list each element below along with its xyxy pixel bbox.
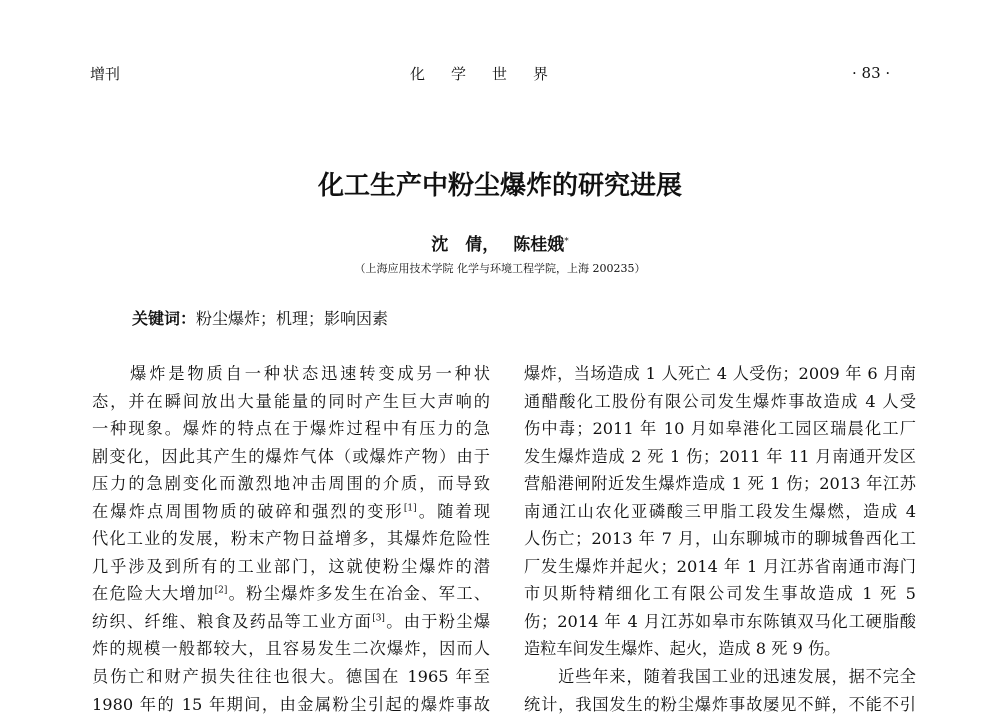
text-line: 几乎涉及到所有的工业部门，这就使粉尘爆炸的潜 (92, 556, 490, 576)
text-line: 统计，我国发生的粉尘爆炸事故屡见不鲜，不能不引 (524, 694, 916, 714)
text-line: 人伤亡；2013 年 7 月，山东聊城市的聊城鲁西化工 (524, 529, 916, 549)
text-line: 通醋酸化工股份有限公司发生爆炸事故造成 4 人受 (524, 391, 916, 411)
citation-ref: [1] (403, 503, 417, 514)
text-segment: 纺织、纤维、粮食及药品等工业方面 (92, 611, 373, 631)
article-title: 化工生产中粉尘爆炸的研究进展 (317, 171, 682, 201)
text-line: 1980 年的 15 年期间，由金属粉尘引起的爆炸事故 (92, 694, 490, 714)
text-line: 伤中毒；2011 年 10 月如皋港化工园区瑞晨化工厂 (524, 419, 916, 439)
affiliation: （上海应用技术学院 化学与环境工程学院，上海 200235） (354, 262, 646, 275)
text-segment: 。随着现 (416, 501, 491, 521)
citation-ref: [2] (214, 585, 228, 596)
running-header-left: 增刊 (90, 65, 121, 83)
text-line: 代化工业的发展，粉末产物日益增多，其爆炸危险性 (92, 529, 490, 549)
page-number: · 83 · (852, 64, 891, 82)
text-line: 厂发生爆炸并起火；2014 年 1 月江苏省南通市海门 (524, 556, 916, 576)
text-segment: 在爆炸点周围物质的破碎和强烈的变形 (92, 501, 404, 521)
text-line: 近些年来，随着我国工业的迅速发展，据不完全 (524, 667, 916, 687)
text-line: 造粒车间发生爆炸、起火，造成 8 死 9 伤。 (524, 639, 841, 659)
text-line: 伤；2014 年 4 月江苏如皋市东陈镇双马化工硬脂酸 (524, 611, 916, 631)
text-line: 爆炸，当场造成 1 人死亡 4 人受伤；2009 年 6 月南 (524, 364, 916, 383)
text-segment: 在危险大大增加 (92, 584, 215, 604)
text-line: 市贝斯特精细化工有限公司发生事故造成 1 死 5 (524, 584, 916, 604)
citation-ref: [3] (372, 613, 385, 624)
text-line (92, 580, 490, 608)
keywords (132, 306, 388, 329)
text-line: 压力的急剧变化而激烈地冲击周围的介质，而导致 (92, 474, 490, 494)
text-line: 态，并在瞬间放出大量能量的同时产生巨大声响的 (92, 391, 490, 411)
text-line: 剧变化，因此其产生的爆炸气体（或爆炸产物）由于 (92, 446, 490, 466)
text-line (92, 498, 490, 526)
author-shen-qian: 沈 倩， (431, 235, 500, 255)
text-line: 员伤亡和财产损失往往也很大。德国在 1965 年至 (92, 667, 490, 687)
text-segment: 。由于粉尘爆 (384, 611, 491, 631)
text-line: 一种现象。爆炸的特点在于爆炸过程中有压力的急 (92, 419, 490, 439)
keywords-text: 粉尘爆炸；机理；影响因素 (196, 309, 389, 328)
text-line: 发生爆炸造成 2 死 1 伤；2011 年 11 月南通开发区 (524, 446, 916, 466)
author-line (0, 230, 1000, 255)
author-chen-guie: 陈桂娥 (513, 235, 565, 255)
text-segment: 。粉尘爆炸多发生在冶金、军工、 (227, 584, 491, 604)
text-line: 爆炸是物质自一种状态迅速转变成另一种状 (92, 364, 490, 383)
body-column-right (524, 360, 916, 718)
text-line (92, 608, 490, 636)
text-line: 炸的规模一般都较大，且容易发生二次爆炸，因而人 (92, 639, 490, 659)
keywords-label: 关键词： (132, 309, 197, 328)
text-line: 营船港闸附近发生爆炸造成 1 死 1 伤；2013 年江苏 (524, 474, 916, 494)
corresponding-author-mark: * (564, 236, 569, 247)
text-line: 南通江山农化亚磷酸三甲脂工段发生爆燃，造成 4 (524, 501, 916, 521)
running-header-journal: 化学世界 (410, 65, 575, 83)
body-column-left (92, 360, 490, 718)
